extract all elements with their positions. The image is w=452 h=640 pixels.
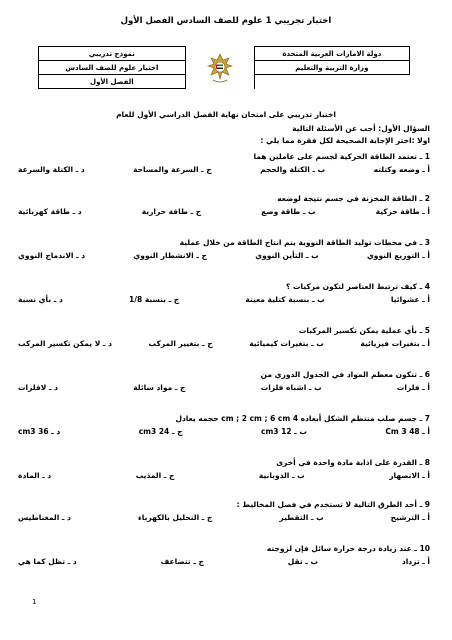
question-8: [18, 458, 430, 480]
option-d[interactable]: د ـ بأي نسبة: [18, 295, 63, 304]
option-a[interactable]: أ ـ عشوائيا: [390, 295, 430, 304]
question-2: [18, 194, 430, 216]
question-options: [18, 427, 430, 436]
option-a[interactable]: أ ـ الانصهار: [389, 471, 430, 480]
option-b[interactable]: ب ـ الكتلة والحجم: [260, 165, 326, 174]
question-stem: 7 ـ جسم صلب منتظم الشكل أبعاده 4 cm ; 2 cm ; 6 cm حجمه يعادل: [175, 414, 430, 423]
option-d[interactable]: د ـ المغناطيس: [18, 513, 71, 522]
option-c[interactable]: ج ـ طاقة حرارية: [141, 207, 202, 216]
option-c[interactable]: ج ـ التحليل بالكهرباء: [137, 513, 213, 522]
option-a[interactable]: أ ـ تزداد: [401, 557, 430, 566]
header-ministry: وزارة التربية والتعليم: [254, 61, 409, 75]
option-d[interactable]: د ـ الكتلة والسرعة: [18, 165, 85, 174]
question-6: [18, 370, 430, 392]
page-number: 1: [32, 598, 37, 606]
option-a[interactable]: أ ـ وضعه وكتلته: [373, 165, 430, 174]
exam-subtitle: اختبار تدريبي على امتحان نهاية الفصل الدراسي الأول للعام: [116, 110, 336, 119]
option-a[interactable]: أ ـ الترشيح: [390, 513, 430, 522]
question-stem: 4 ـ كيف ترتبط العناصر لتكون مركبات ؟: [286, 282, 430, 291]
option-d[interactable]: د ـ 36 cm3: [18, 427, 61, 436]
option-b[interactable]: ب ـ بنسبة كتلية معينة: [245, 295, 325, 304]
option-c[interactable]: ج ـ السرعة والمساحة: [133, 165, 212, 174]
question-1: [18, 152, 430, 174]
header-table: [38, 46, 410, 89]
header-country: دولة الامارات العربية المتحدة: [254, 47, 409, 61]
question-3: [18, 238, 430, 260]
option-b[interactable]: ب ـ بتغيرات كيميائية: [249, 339, 324, 348]
option-d[interactable]: د ـ المادة: [18, 471, 52, 480]
option-b[interactable]: ب ـ التأين النووي: [255, 251, 319, 260]
instruction-text: اولا :اختر الإجابة الصحيحة لكل فقرة مما يلي :: [260, 136, 430, 145]
header-exam-name: اختبار علوم للصف السادس: [39, 61, 186, 75]
question-4: [18, 282, 430, 304]
option-c[interactable]: ج ـ بنسبة 1/8: [129, 295, 180, 304]
option-d[interactable]: د ـ لا يمكن تكسير المركب: [18, 339, 112, 348]
option-b[interactable]: ب ـ التقطير: [279, 513, 324, 522]
option-c[interactable]: ج ـ المذيب: [135, 471, 175, 480]
option-c[interactable]: ج ـ بتغيير المركب: [148, 339, 213, 348]
question-options: [18, 557, 430, 566]
question-stem: 1 ـ تعتمد الطاقة الحركية لجسم على عاملين هما: [253, 152, 430, 161]
option-a[interactable]: أ ـ فلزات: [396, 383, 430, 392]
header-model-label: نموذج تدريبي: [39, 47, 186, 61]
option-c[interactable]: ج ـ تتضاعف: [160, 557, 204, 566]
uae-emblem-icon: [205, 51, 235, 85]
question-stem: 6 ـ تتكون معظم المواد في الجدول الدوري من: [260, 370, 430, 379]
question-options: [18, 471, 430, 480]
option-c[interactable]: ج ـ 24 cm3: [138, 427, 183, 436]
question-stem: 5 ـ بأي عملية يمكن تكسير المركبات: [298, 326, 430, 335]
option-c[interactable]: ج ـ الانشطار النووي: [133, 251, 207, 260]
question-options: [18, 165, 430, 174]
question-7: [18, 414, 430, 436]
option-b[interactable]: ب ـ طاقة وضع: [261, 207, 316, 216]
exam-title: اختبار تجريبي 1 علوم للصف السادس الفصل الأول: [120, 16, 332, 26]
question-options: [18, 513, 430, 522]
question-options: [18, 295, 430, 304]
option-a[interactable]: أ ـ بتغيرات فيزيائية: [360, 339, 430, 348]
option-b[interactable]: ب ـ الذوبانية: [258, 471, 305, 480]
option-d[interactable]: د ـ تظل كما هي: [18, 557, 77, 566]
option-a[interactable]: أ ـ 48 Cm 3: [385, 427, 430, 436]
option-c[interactable]: ج ـ مواد سائلة: [133, 383, 186, 392]
question-stem: 10 ـ عند زيادة درجة حرارة سائل فإن لزوجته: [266, 544, 430, 553]
question-options: [18, 339, 430, 348]
question-stem: 8 ـ القدرة على اذابة مادة واحدة في أخرى: [276, 458, 430, 467]
question-5: [18, 326, 430, 348]
question-stem: 3 ـ في محطات توليد الطاقة النووية يتم انتاج الطاقة من خلال عملية: [179, 238, 430, 247]
question-stem: 9 ـ أحد الطرق التالية لا تستخدم في فصل المخاليط :: [236, 500, 430, 509]
header-term: الفصل الأول: [39, 75, 186, 89]
question-10: [18, 544, 430, 566]
header-empty-cell: [254, 75, 409, 89]
question-9: [18, 500, 430, 522]
option-b[interactable]: ب ـ اشباه فلزات: [260, 383, 322, 392]
section-heading: السؤال الأول: أجب عن الأسئلة التالية: [292, 124, 430, 133]
option-a[interactable]: أ ـ التوزيع النووي: [366, 251, 430, 260]
option-d[interactable]: د ـ الاندماج النووي: [18, 251, 86, 260]
option-a[interactable]: أ ـ طاقة حركية: [375, 207, 430, 216]
header-emblem-cell: [185, 47, 254, 89]
option-d[interactable]: د ـ طاقة كهربائية: [18, 207, 82, 216]
question-options: [18, 207, 430, 216]
option-d[interactable]: د ـ لافلزات: [18, 383, 58, 392]
option-b[interactable]: ب ـ 12 cm3: [261, 427, 307, 436]
option-b[interactable]: ب ـ تقل: [287, 557, 319, 566]
question-options: [18, 251, 430, 260]
question-stem: 2 ـ الطاقة المخزنة في جسم نتيجة لوضعه: [277, 194, 430, 203]
question-options: [18, 383, 430, 392]
